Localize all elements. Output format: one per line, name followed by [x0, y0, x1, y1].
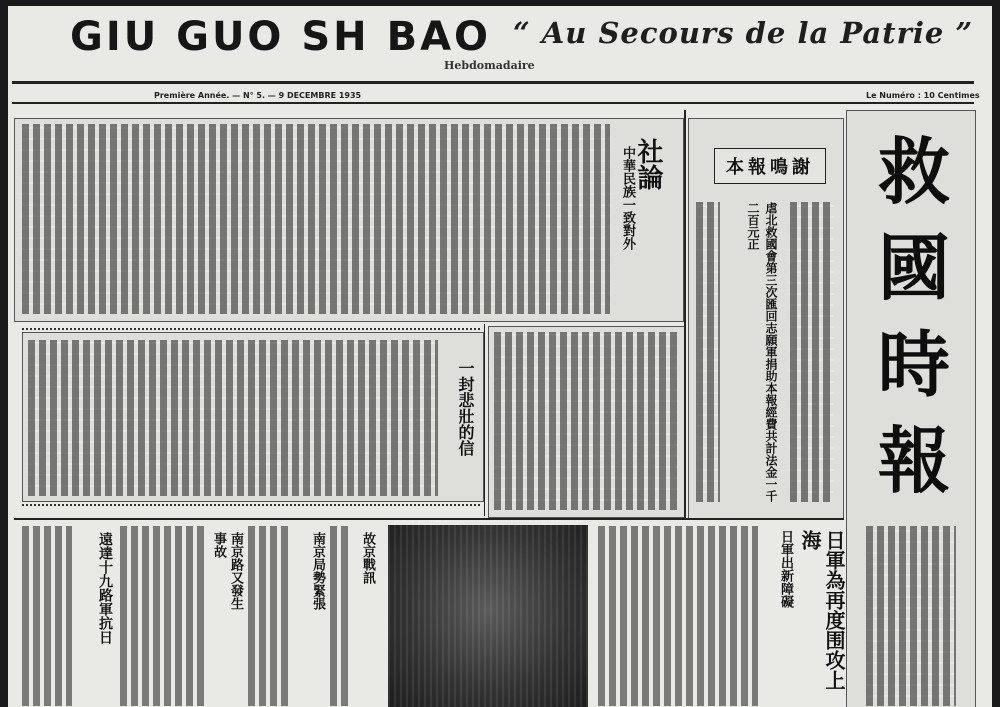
letter-headline: 一封悲壯的信	[456, 360, 475, 456]
lower-headline-3: 南京局勢緊張	[310, 532, 325, 610]
notice-text-right	[790, 202, 834, 502]
top-rule	[12, 81, 974, 84]
lower-headline-4: 故京戰訊	[360, 532, 375, 584]
lower-headline-6: 日軍為再度围攻上海	[798, 530, 846, 690]
chinese-title	[856, 124, 972, 509]
middle-right-text	[494, 332, 678, 510]
middle-border-top	[22, 328, 480, 330]
lower-headline-2: 南京路又發生事故	[211, 532, 243, 610]
newspaper-page	[8, 6, 992, 707]
news-photograph	[388, 525, 588, 707]
romanized-title: GIU GUO SH BAO	[70, 14, 492, 60]
letter-text-left	[28, 340, 438, 496]
lower-rule	[14, 518, 844, 520]
editorial-heading: 社論	[633, 138, 663, 190]
notice-text-left	[696, 202, 720, 502]
dateline-left: Première Année. — N° 5. — 9 DECEMBRE 1935	[154, 91, 362, 100]
middle-border-bottom	[22, 504, 480, 506]
lower-headline-5: 日軍出新障礙	[778, 530, 793, 608]
title-column-small-print	[866, 526, 956, 706]
divider-1	[684, 110, 686, 520]
dateline-right: Le Numéro : 10 Centimes	[866, 91, 980, 100]
lower-text-2	[120, 526, 206, 706]
lower-text-3	[248, 526, 288, 706]
lower-text-1	[22, 526, 72, 706]
lower-text-5	[598, 526, 758, 706]
title-char-1: 救	[877, 129, 950, 215]
french-motto: “ Au Secours de la Patrie ”	[513, 16, 974, 50]
title-char-3: 時	[877, 321, 950, 407]
donation-headline: 虐北救國會第三次匯回志願軍捐助本報經費共計法金一千二百元正	[746, 202, 778, 502]
lower-headline-1: 遠達十九路軍抗日	[97, 532, 113, 644]
title-char-4: 報	[877, 417, 950, 503]
editorial-text	[22, 124, 610, 314]
subtitle: Hebdomadaire	[444, 59, 535, 72]
notice-box	[714, 148, 826, 184]
notice-box-label: 本報鳴謝	[726, 157, 814, 178]
divider-2	[484, 324, 485, 516]
title-char-2: 國	[877, 225, 950, 311]
lower-text-4	[330, 526, 350, 706]
second-rule	[12, 102, 974, 104]
editorial-subheading: 中華民族一致對外	[620, 146, 635, 250]
